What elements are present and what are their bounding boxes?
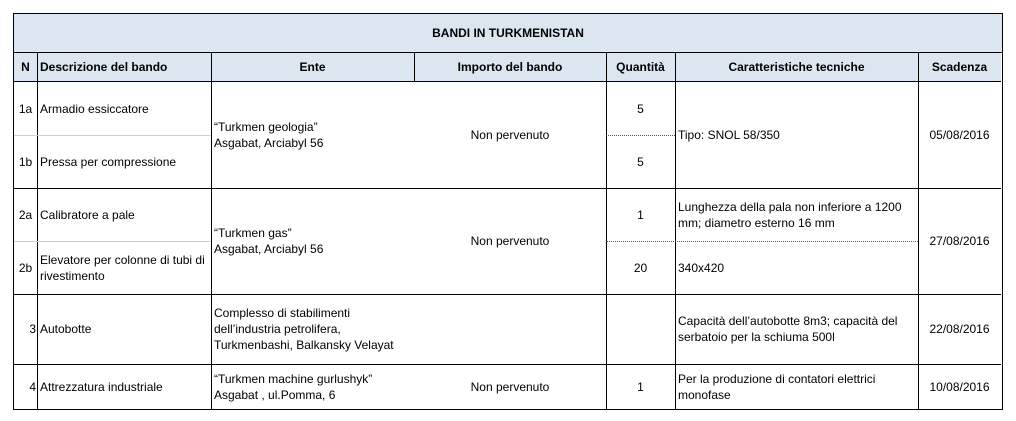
row-1b-n: 1b xyxy=(18,154,33,169)
row-3-descrizione: Autobotte xyxy=(40,322,92,336)
group-4-importo: Non pervenuto xyxy=(470,379,550,394)
row-4-descrizione: Attrezzatura industriale xyxy=(40,379,163,394)
header-caratteristiche: Caratteristiche tecniche xyxy=(675,53,918,82)
group-2-ente: “Turkmen gas” Asgabat, Arciabyl 56 xyxy=(214,226,324,256)
grid-line xyxy=(14,135,211,136)
header-ente: Ente xyxy=(211,53,414,82)
header-scadenza: Scadenza xyxy=(918,53,1001,82)
group-2-importo: Non pervenuto xyxy=(470,234,550,248)
table-title: BANDI IN TURKMENISTAN xyxy=(14,14,1002,53)
grid-line xyxy=(606,53,607,409)
row-2b-quantita: 20 xyxy=(633,260,648,275)
row-2a-quantita: 1 xyxy=(637,207,644,222)
grid-line xyxy=(675,53,676,409)
row-1a-n: 1a xyxy=(18,101,33,116)
row-1a-descrizione: Armadio essiccatore xyxy=(40,101,149,116)
group-1-importo: Non pervenuto xyxy=(470,128,550,142)
header-n: N xyxy=(14,53,37,82)
grid-line xyxy=(606,241,918,242)
group-3-importo xyxy=(414,294,606,364)
row-2a-descrizione: Calibratore a pale xyxy=(40,207,135,222)
group-4-scadenza: 10/08/2016 xyxy=(929,379,990,394)
grid-line xyxy=(14,364,1001,365)
row-4-quantita: 1 xyxy=(637,379,644,394)
row-1b-descrizione: Pressa per compressione xyxy=(40,154,177,169)
grid-line xyxy=(14,188,1001,189)
grid-line xyxy=(606,135,675,136)
grid-line xyxy=(414,53,415,82)
row-2a-caratteristiche: Lunghezza della pala non inferiore a 1200 mm; diametro esterno 16 mm xyxy=(678,199,902,230)
grid-line xyxy=(211,53,212,409)
group-3-caratteristiche: Capacità dell’autobotte 8m3; capacità del serbatoio per la schiuma 500l xyxy=(678,314,898,344)
group-3-scadenza: 22/08/2016 xyxy=(929,322,990,336)
row-3-n: 3 xyxy=(29,322,36,336)
group-1-ente: “Turkmen geologia” Asgabat, Arciabyl 56 xyxy=(214,120,324,150)
row-2b-caratteristiche: 340x420 xyxy=(678,260,725,275)
grid-line xyxy=(14,241,211,242)
group-4-caratteristiche: Per la produzione di contatori elettrici monofase xyxy=(678,371,876,402)
header-descrizione: Descrizione del bando xyxy=(37,53,211,82)
row-2b-descrizione: Elevatore per colonne di tubi di rivestimento xyxy=(40,252,205,283)
group-2-scadenza: 27/08/2016 xyxy=(929,234,990,248)
header-importo: Importo del bando xyxy=(414,53,606,82)
row-1a-quantita: 5 xyxy=(637,101,644,116)
row-2b-n: 2b xyxy=(18,260,33,275)
row-3-quantita xyxy=(606,294,675,364)
row-4-n: 4 xyxy=(29,379,36,394)
grid-line xyxy=(14,294,1001,295)
group-4-ente: “Turkmen machine gurlushyk” Asgabat , ul.Pomma, 6 xyxy=(214,371,373,402)
grid-line xyxy=(37,53,38,409)
bandi-table xyxy=(13,13,1003,410)
row-2a-n: 2a xyxy=(18,207,33,222)
row-1b-quantita: 5 xyxy=(637,154,644,169)
group-3-ente: Complesso di stabilimenti dell’industria petrolifera, Turkmenbashi, Balkansky Velayat xyxy=(214,306,394,352)
grid-line xyxy=(918,53,919,409)
group-1-scadenza: 05/08/2016 xyxy=(929,128,990,142)
group-1-caratteristiche: Tipo: SNOL 58/350 xyxy=(678,128,780,142)
header-quantita: Quantità xyxy=(606,53,675,82)
